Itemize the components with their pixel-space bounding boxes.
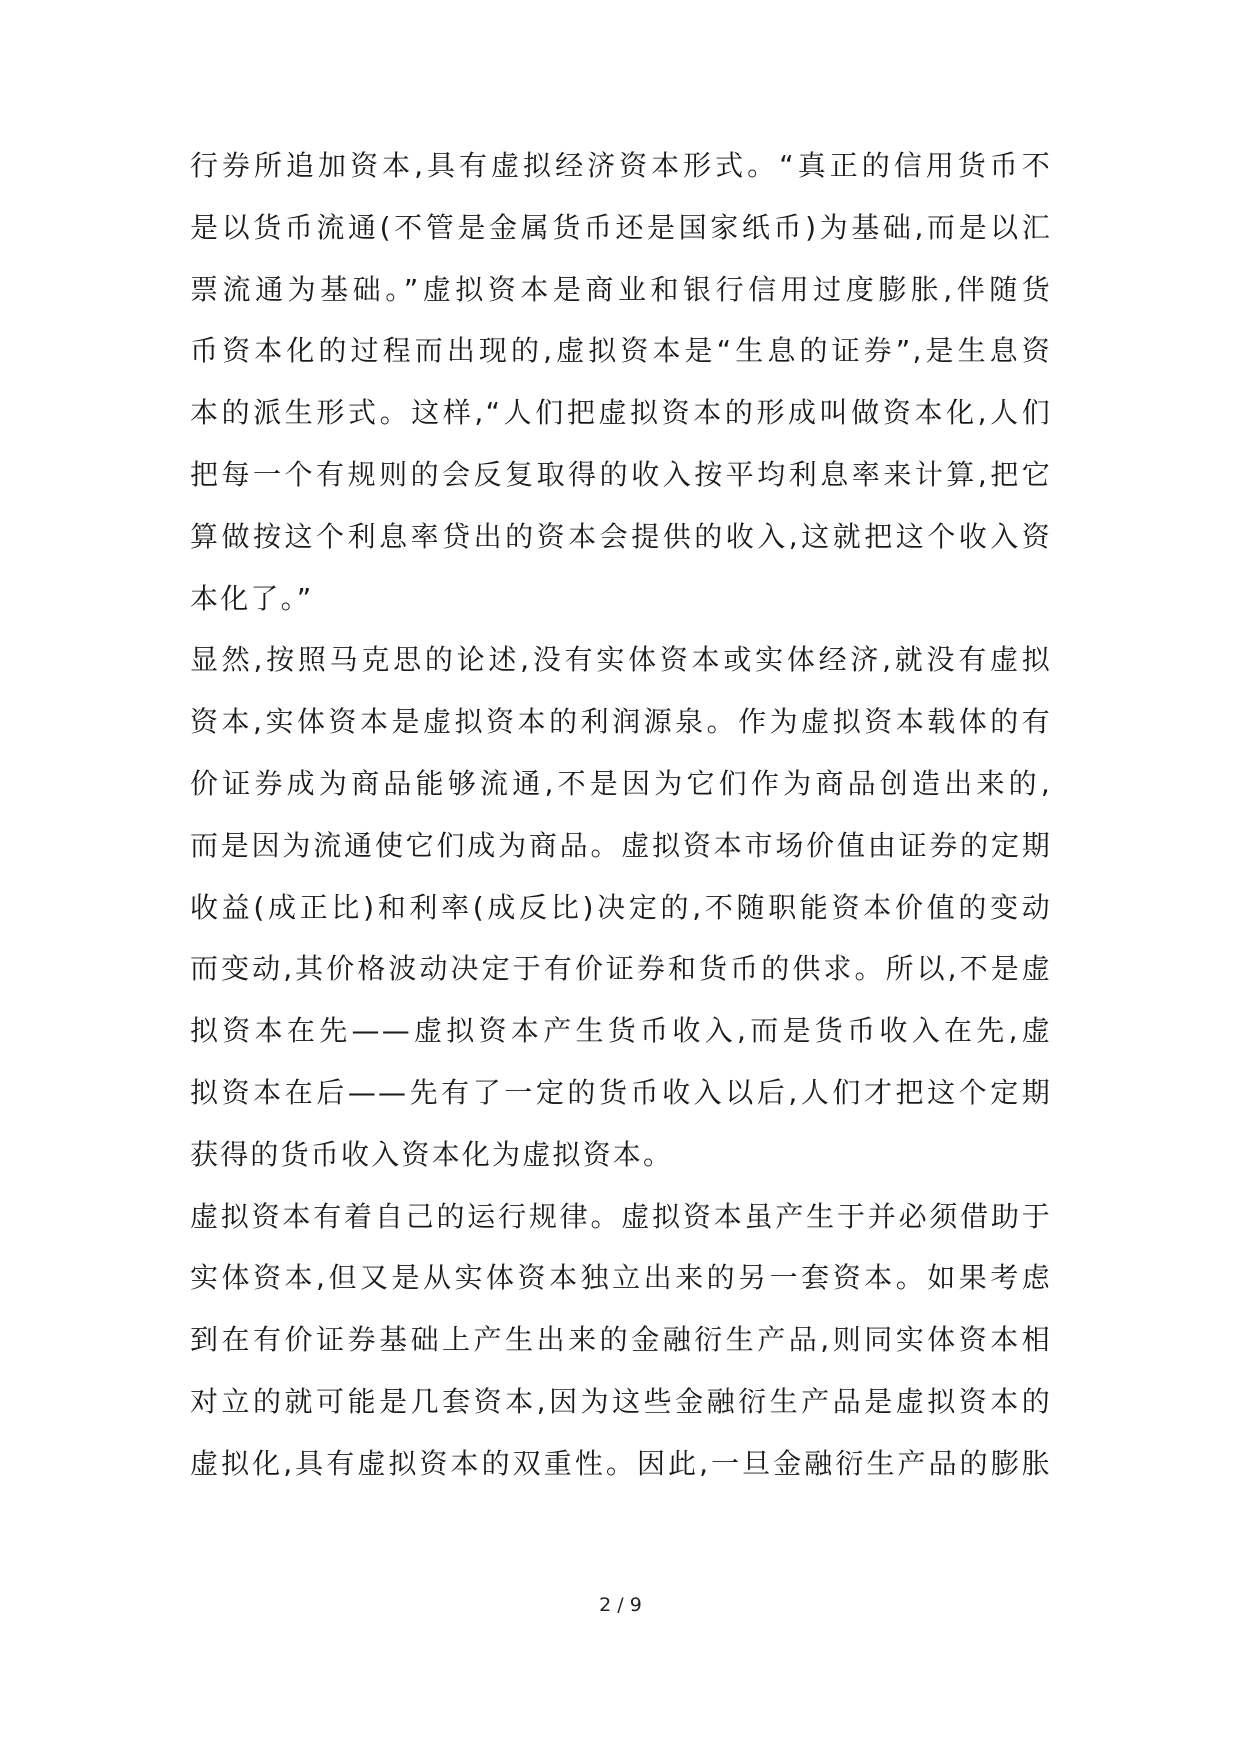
text-line: 获得的货币收入资本化为虚拟资本。 [190, 1137, 674, 1171]
text-line: 行券所追加资本,具有虚拟经济资本形式。“真正的信用货币不 [190, 149, 1052, 182]
text-line: 到在有价证券基础上产生出来的金融衍生产品,则同实体资本相 [190, 1323, 1052, 1357]
page-number: 2 / 9 [599, 1594, 642, 1616]
text-line: 拟资本在先——虚拟资本产生货币收入,而是货币收入在先,虚 [190, 1014, 1052, 1048]
text-line: 收益(成正比)和利率(成反比)决定的,不随职能资本价值的变动 [190, 890, 1052, 924]
text-line: 把每一个有规则的会反复取得的收入按平均利息率来计算,把它 [190, 457, 1052, 491]
text-line: 而是因为流通使它们成为商品。虚拟资本市场价值由证券的定期 [190, 828, 1052, 862]
text-line: 票流通为基础。”虚拟资本是商业和银行信用过度膨胀,伴随货 [190, 272, 1052, 306]
text-line: 是以货币流通(不管是金属货币还是国家纸币)为基础,而是以汇 [190, 210, 1052, 244]
text-line: 虚拟资本有着自己的运行规律。虚拟资本虽产生于并必须借助于 [190, 1199, 1052, 1233]
text-line: 资本,实体资本是虚拟资本的利润源泉。作为虚拟资本载体的有 [190, 705, 1052, 739]
text-line: 算做按这个利息率贷出的资本会提供的收入,这就把这个收入资 [190, 519, 1052, 553]
paragraph-3 [190, 1186, 1052, 1495]
text-line: 实体资本,但又是从实体资本独立出来的另一套资本。如果考虑 [190, 1261, 1052, 1295]
paragraph-1 [190, 135, 1052, 629]
text-line: 显然,按照马克思的论述,没有实体资本或实体经济,就没有虚拟 [190, 643, 1052, 677]
text-line: 对立的就可能是几套资本,因为这些金融衍生产品是虚拟资本的 [190, 1384, 1052, 1418]
text-line: 拟资本在后——先有了一定的货币收入以后,人们才把这个定期 [190, 1075, 1052, 1109]
text-line: 本的派生形式。这样,“人们把虚拟资本的形成叫做资本化,人们 [190, 396, 1052, 430]
body-text [190, 135, 1052, 1495]
text-line: 币资本化的过程而出现的,虚拟资本是“生息的证券”,是生息资 [190, 334, 1052, 368]
text-line: 价证券成为商品能够流通,不是因为它们作为商品创造出来的, [190, 766, 1052, 800]
text-line: 虚拟化,具有虚拟资本的双重性。因此,一旦金融衍生产品的膨胀 [190, 1446, 1052, 1480]
paragraph-2 [190, 629, 1052, 1185]
text-line: 本化了。” [190, 581, 314, 615]
text-line: 而变动,其价格波动决定于有价证券和货币的供求。所以,不是虚 [190, 952, 1052, 986]
